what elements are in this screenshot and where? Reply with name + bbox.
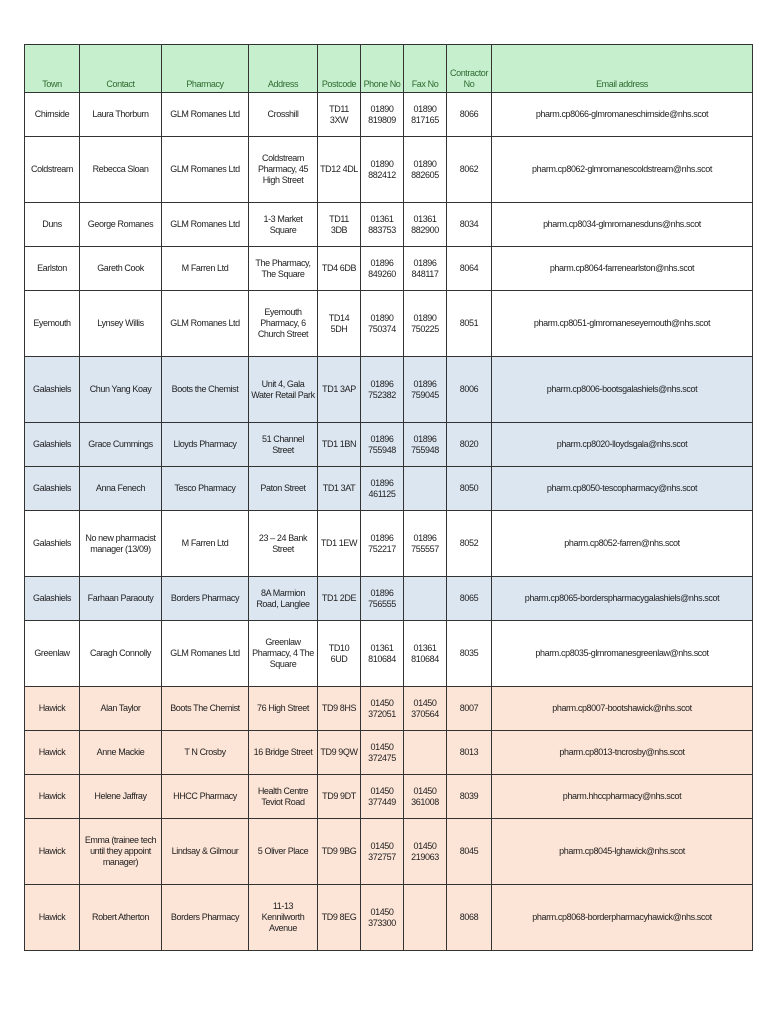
table-row (25, 137, 753, 203)
cell-postcode: TD1 1BN (318, 423, 361, 467)
cell-pharmacy: GLM Romanes Ltd (162, 137, 249, 203)
cell-phone: 01890 819809 (361, 93, 404, 137)
cell-email[interactable]: pharm.cp8007-bootshawick@nhs.scot (492, 687, 753, 731)
cell-contractor-no: 8050 (447, 467, 492, 511)
cell-phone: 01450 372051 (361, 687, 404, 731)
cell-email[interactable]: pharm.cp8052-farren@nhs.scot (492, 511, 753, 577)
cell-address: Paton Street (249, 467, 318, 511)
cell-email[interactable]: pharm.cp8065-borderspharmacygalashiels@nhs.scot (492, 577, 753, 621)
cell-address: 11-13 Kennilworth Avenue (249, 885, 318, 951)
cell-postcode: TD11 3XW (318, 93, 361, 137)
cell-contact: Alan Taylor (80, 687, 162, 731)
cell-town: Coldstream (25, 137, 80, 203)
cell-pharmacy: Boots The Chemist (162, 687, 249, 731)
cell-contractor-no: 8064 (447, 247, 492, 291)
cell-town: Duns (25, 203, 80, 247)
cell-fax (404, 731, 447, 775)
cell-contractor-no: 8034 (447, 203, 492, 247)
cell-phone: 01896 752382 (361, 357, 404, 423)
cell-phone: 01896 849260 (361, 247, 404, 291)
cell-town: Hawick (25, 819, 80, 885)
col-header-contact: Contact (80, 45, 162, 93)
cell-postcode: TD9 9DT (318, 775, 361, 819)
cell-email[interactable]: pharm.cp8064-farrenearlston@nhs.scot (492, 247, 753, 291)
cell-address: Health Centre Teviot Road (249, 775, 318, 819)
table-row (25, 511, 753, 577)
cell-pharmacy: T N Crosby (162, 731, 249, 775)
table-row (25, 885, 753, 951)
cell-address: 1-3 Market Square (249, 203, 318, 247)
cell-postcode: TD12 4DL (318, 137, 361, 203)
cell-town: Galashiels (25, 467, 80, 511)
cell-email[interactable]: pharm.cp8045-lghawick@nhs.scot (492, 819, 753, 885)
cell-address: Unit 4, Gala Water Retail Park (249, 357, 318, 423)
cell-address: 16 Bridge Street (249, 731, 318, 775)
cell-email[interactable]: pharm.cp8034-glmromanesduns@nhs.scot (492, 203, 753, 247)
cell-fax: 01450 361008 (404, 775, 447, 819)
cell-pharmacy: Borders Pharmacy (162, 577, 249, 621)
cell-fax: 01896 755948 (404, 423, 447, 467)
cell-contact: Farhaan Paraouty (80, 577, 162, 621)
cell-pharmacy: M Farren Ltd (162, 511, 249, 577)
cell-pharmacy: Boots the Chemist (162, 357, 249, 423)
cell-fax (404, 467, 447, 511)
cell-postcode: TD14 5DH (318, 291, 361, 357)
cell-contact: Chun Yang Koay (80, 357, 162, 423)
table-row (25, 247, 753, 291)
table-row (25, 423, 753, 467)
cell-town: Hawick (25, 775, 80, 819)
cell-contractor-no: 8065 (447, 577, 492, 621)
cell-pharmacy: GLM Romanes Ltd (162, 203, 249, 247)
cell-pharmacy: GLM Romanes Ltd (162, 93, 249, 137)
table-row (25, 775, 753, 819)
cell-town: Hawick (25, 885, 80, 951)
cell-town: Galashiels (25, 423, 80, 467)
cell-contact: Grace Cummings (80, 423, 162, 467)
cell-fax (404, 885, 447, 951)
cell-fax (404, 577, 447, 621)
cell-town: Hawick (25, 731, 80, 775)
cell-address: 5 Oliver Place (249, 819, 318, 885)
cell-postcode: TD1 3AP (318, 357, 361, 423)
table-row (25, 291, 753, 357)
cell-contractor-no: 8035 (447, 621, 492, 687)
col-header-postcode: Postcode (318, 45, 361, 93)
cell-phone: 01361 883753 (361, 203, 404, 247)
cell-fax: 01890 817165 (404, 93, 447, 137)
col-header-address: Address (249, 45, 318, 93)
cell-phone: 01896 755948 (361, 423, 404, 467)
cell-contractor-no: 8006 (447, 357, 492, 423)
cell-email[interactable]: pharm.cp8062-glmromanescoldstream@nhs.scot (492, 137, 753, 203)
cell-contractor-no: 8007 (447, 687, 492, 731)
col-header-town: Town (25, 45, 80, 93)
cell-pharmacy: Tesco Pharmacy (162, 467, 249, 511)
cell-address: Crosshill (249, 93, 318, 137)
cell-contact: Laura Thorburn (80, 93, 162, 137)
cell-fax: 01896 755557 (404, 511, 447, 577)
cell-postcode: TD1 1EW (318, 511, 361, 577)
col-header-contractor: Contractor No (447, 45, 492, 93)
cell-contact: Lynsey Willis (80, 291, 162, 357)
cell-contact: Gareth Cook (80, 247, 162, 291)
cell-postcode: TD10 6UD (318, 621, 361, 687)
cell-phone: 01450 372475 (361, 731, 404, 775)
cell-town: Hawick (25, 687, 80, 731)
table-row (25, 357, 753, 423)
table-body (25, 93, 753, 951)
cell-pharmacy: M Farren Ltd (162, 247, 249, 291)
cell-address: 8A Marmion Road, Langlee (249, 577, 318, 621)
pharmacy-contacts-table (24, 44, 753, 951)
cell-phone: 01450 373300 (361, 885, 404, 951)
cell-address: Coldstream Pharmacy, 45 High Street (249, 137, 318, 203)
cell-contractor-no: 8051 (447, 291, 492, 357)
cell-address: Greenlaw Pharmacy, 4 The Square (249, 621, 318, 687)
cell-address: The Pharmacy, The Square (249, 247, 318, 291)
table-row (25, 467, 753, 511)
table-row (25, 819, 753, 885)
cell-email[interactable]: pharm.cp8066-glmromaneschirnside@nhs.scot (492, 93, 753, 137)
cell-contact: George Romanes (80, 203, 162, 247)
cell-email[interactable]: pharm.cp8068-borderpharmacyhawick@nhs.scot (492, 885, 753, 951)
col-header-phone: Phone No (361, 45, 404, 93)
cell-fax: 01361 810684 (404, 621, 447, 687)
cell-pharmacy: HHCC Pharmacy (162, 775, 249, 819)
cell-contractor-no: 8062 (447, 137, 492, 203)
cell-address: 76 High Street (249, 687, 318, 731)
table-row (25, 93, 753, 137)
cell-email[interactable]: pharm.cp8020-lloydsgala@nhs.scot (492, 423, 753, 467)
cell-contact: Anna Fenech (80, 467, 162, 511)
cell-pharmacy: Lloyds Pharmacy (162, 423, 249, 467)
cell-town: Galashiels (25, 511, 80, 577)
cell-postcode: TD1 2DE (318, 577, 361, 621)
cell-pharmacy: Lindsay & Gilmour (162, 819, 249, 885)
cell-phone: 01450 372757 (361, 819, 404, 885)
cell-phone: 01361 810684 (361, 621, 404, 687)
table-row (25, 621, 753, 687)
cell-contact: Helene Jaffray (80, 775, 162, 819)
cell-phone: 01890 750374 (361, 291, 404, 357)
cell-postcode: TD11 3DB (318, 203, 361, 247)
col-header-pharmacy: Pharmacy (162, 45, 249, 93)
cell-email[interactable]: pharm.cp8051-glmromaneseyemouth@nhs.scot (492, 291, 753, 357)
cell-postcode: TD1 3AT (318, 467, 361, 511)
cell-contractor-no: 8066 (447, 93, 492, 137)
cell-contractor-no: 8068 (447, 885, 492, 951)
cell-phone: 01896 752217 (361, 511, 404, 577)
cell-email[interactable]: pharm.cp8035-glmromanesgreenlaw@nhs.scot (492, 621, 753, 687)
cell-fax: 01361 882900 (404, 203, 447, 247)
cell-fax: 01896 759045 (404, 357, 447, 423)
table-row (25, 577, 753, 621)
cell-contact: Caragh Connolly (80, 621, 162, 687)
cell-postcode: TD9 9QW (318, 731, 361, 775)
cell-fax: 01450 370564 (404, 687, 447, 731)
cell-contact: Emma (trainee tech until they appoint manager) (80, 819, 162, 885)
cell-contractor-no: 8045 (447, 819, 492, 885)
cell-postcode: TD9 9BG (318, 819, 361, 885)
cell-email[interactable]: pharm.cp8050-tescopharmacy@nhs.scot (492, 467, 753, 511)
cell-contact: No new pharmacist manager (13/09) (80, 511, 162, 577)
cell-address: Eyemouth Pharmacy, 6 Church Street (249, 291, 318, 357)
cell-fax: 01896 848117 (404, 247, 447, 291)
cell-town: Galashiels (25, 357, 80, 423)
cell-contact: Robert Atherton (80, 885, 162, 951)
cell-contractor-no: 8052 (447, 511, 492, 577)
cell-contractor-no: 8013 (447, 731, 492, 775)
cell-postcode: TD9 8EG (318, 885, 361, 951)
cell-town: Greenlaw (25, 621, 80, 687)
cell-address: 51 Channel Street (249, 423, 318, 467)
cell-email[interactable]: pharm.cp8006-bootsgalashiels@nhs.scot (492, 357, 753, 423)
cell-phone: 01896 461125 (361, 467, 404, 511)
cell-contact: Anne Mackie (80, 731, 162, 775)
cell-contractor-no: 8039 (447, 775, 492, 819)
header-row (25, 45, 753, 93)
cell-contact: Rebecca Sloan (80, 137, 162, 203)
cell-email[interactable]: pharm.hhccpharmacy@nhs.scot (492, 775, 753, 819)
cell-email[interactable]: pharm.cp8013-tncrosby@nhs.scot (492, 731, 753, 775)
cell-postcode: TD9 8HS (318, 687, 361, 731)
cell-fax: 01890 882605 (404, 137, 447, 203)
cell-pharmacy: Borders Pharmacy (162, 885, 249, 951)
table-row (25, 731, 753, 775)
cell-town: Earlston (25, 247, 80, 291)
cell-phone: 01896 756555 (361, 577, 404, 621)
cell-pharmacy: GLM Romanes Ltd (162, 621, 249, 687)
cell-pharmacy: GLM Romanes Ltd (162, 291, 249, 357)
cell-town: Chirnside (25, 93, 80, 137)
cell-postcode: TD4 6DB (318, 247, 361, 291)
cell-phone: 01890 882412 (361, 137, 404, 203)
cell-fax: 01890 750225 (404, 291, 447, 357)
cell-town: Eyemouth (25, 291, 80, 357)
col-header-email: Email address (492, 45, 753, 93)
cell-address: 23 – 24 Bank Street (249, 511, 318, 577)
cell-town: Galashiels (25, 577, 80, 621)
cell-contractor-no: 8020 (447, 423, 492, 467)
table-row (25, 203, 753, 247)
col-header-fax: Fax No (404, 45, 447, 93)
cell-fax: 01450 219063 (404, 819, 447, 885)
cell-phone: 01450 377449 (361, 775, 404, 819)
table-row (25, 687, 753, 731)
